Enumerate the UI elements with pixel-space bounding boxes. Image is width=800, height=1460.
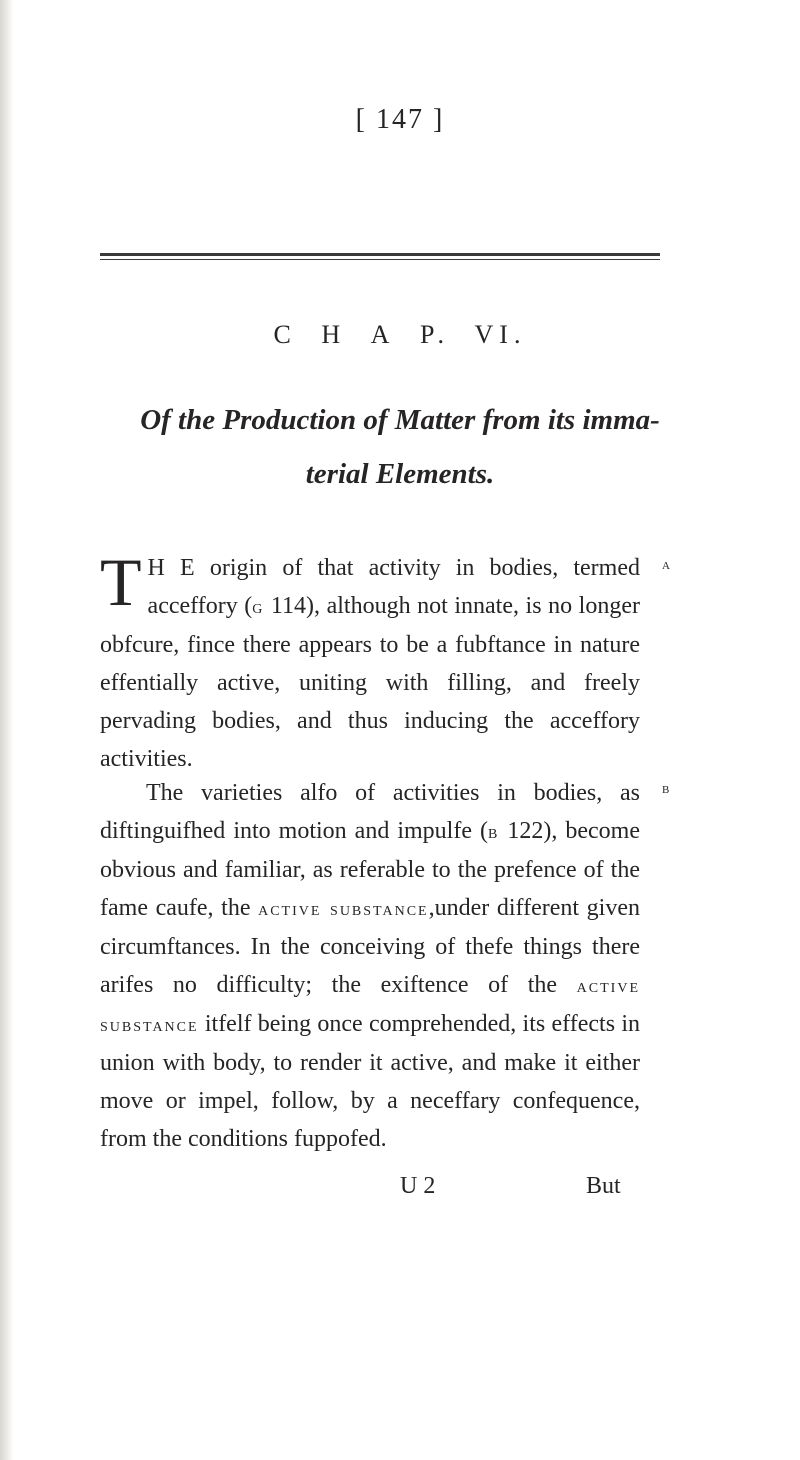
header-rule-thin bbox=[100, 259, 660, 260]
chapter-heading bbox=[0, 320, 800, 350]
reference-letter-b: b bbox=[488, 821, 500, 843]
margin-note-b: b bbox=[662, 780, 670, 797]
small-caps-term: active substance bbox=[258, 898, 429, 920]
reference-letter-g: g bbox=[252, 596, 265, 618]
chapter-title-line2: terial Elements. bbox=[305, 458, 495, 490]
chapter-title bbox=[80, 393, 720, 501]
drop-cap: T bbox=[100, 544, 142, 620]
header-rule-thick bbox=[100, 253, 660, 256]
paragraph-2 bbox=[100, 774, 640, 1158]
paragraph-2-text-d: itfelf being once comprehended, its effects in union with body, to render it active, and make it either move or impel, follow, by a neceffary confequence, from the conditions fuppofed. bbox=[100, 1011, 640, 1152]
chapter-number: VI. bbox=[474, 320, 527, 349]
paragraph-2-text-b: 122), become obvious and familiar, as referable to the prefence of the fame caufe, the bbox=[100, 818, 640, 921]
chapter-title-line1: Of the Production of Matter from its imma- bbox=[140, 404, 660, 436]
small-caps-term: active substance bbox=[100, 975, 640, 1036]
paragraph-1 bbox=[100, 544, 640, 778]
page-edge-shadow bbox=[0, 0, 14, 1460]
paragraph-1-text-a: acceffory ( bbox=[147, 593, 253, 619]
margin-note-a: a bbox=[662, 556, 670, 573]
catchword: But bbox=[586, 1173, 621, 1199]
paragraph-2-text-a: The varieties alfo of activities in bodies, as diftinguifhed into motion and impulfe ( bbox=[100, 780, 640, 844]
paragraph-1-first-line: H E origin of that activity in bodies, termed bbox=[147, 555, 640, 581]
chapter-letter: C bbox=[273, 320, 297, 349]
paragraph-1-text-b: 114), although not innate, is no longer obfcure, fince there appears to be a fubftance in nature effentially active, uniting with filling, and freely pervading bodies, and thus inducing the acceffory activities. bbox=[100, 593, 640, 772]
chapter-letter: P. bbox=[419, 320, 451, 349]
chapter-letter: A bbox=[370, 320, 396, 349]
signature-mark: U 2 bbox=[400, 1173, 436, 1199]
chapter-letter: H bbox=[321, 320, 347, 349]
paragraph-2-text-c: ,under different given circumftances. In the conceiving of thefe things there arifes no difficulty; the exiftence of the bbox=[100, 895, 640, 998]
page-number: [ 147 ] bbox=[355, 104, 445, 135]
